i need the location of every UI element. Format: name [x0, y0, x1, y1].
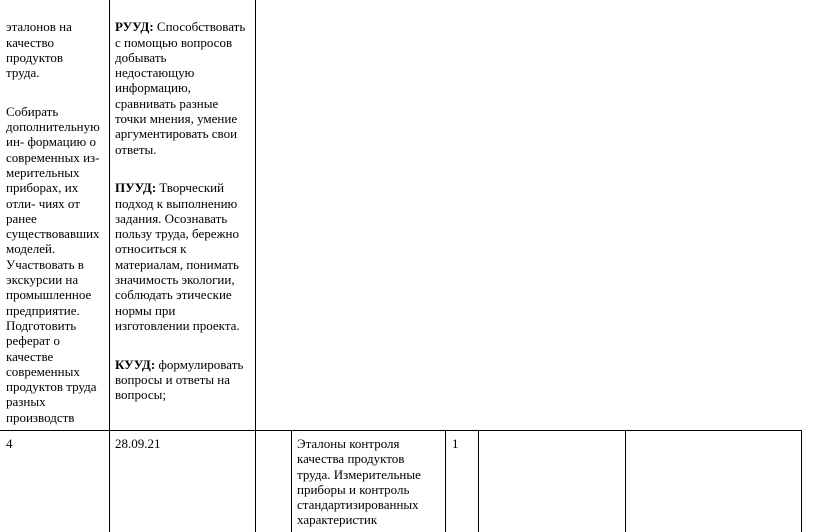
puud-paragraph — [115, 180, 255, 333]
ruud-paragraph — [115, 19, 255, 157]
lesson-number: 4 — [6, 436, 13, 451]
col2-right-border — [255, 0, 256, 532]
ruud-label: РУУД: — [115, 19, 154, 35]
kuud-paragraph — [115, 357, 255, 403]
table-right-border — [801, 430, 802, 532]
goals-paragraph-1: эталонов на качество продуктов труда. — [6, 19, 72, 81]
col1-right-border — [109, 0, 110, 532]
col5-right-border — [478, 430, 479, 532]
goals-cell — [6, 4, 108, 440]
kuud-label: КУУД: — [115, 356, 156, 372]
ruud-text: Способствовать с помощью вопросов добывать недостающую информацию, сравнивать разные точки мнения, умение аргументировать свои ответы. — [115, 19, 246, 157]
lesson-date: 28.09.21 — [115, 436, 161, 451]
lesson-hours: 1 — [452, 436, 459, 451]
col3-right-border — [291, 430, 292, 532]
puud-text: Творческий подход к выполнению задания. Осознавать пользу труда, бережно относиться к материалам, понимать значимость экологии, соблюдать этические нормы при изготовлении проекта. — [115, 180, 240, 333]
uud-cell — [115, 4, 255, 418]
kuud-text: формулировать вопросы и ответы на вопросы; — [115, 356, 244, 403]
col4-right-border — [445, 430, 446, 532]
col6-right-border — [625, 430, 626, 532]
puud-label: ПУУД: — [115, 180, 157, 196]
row-divider-line — [0, 430, 802, 431]
lesson-topic: Эталоны контроля качества продуктов труда. Измерительные приборы и контроль стандартизированных характеристик — [297, 436, 421, 528]
goals-paragraph-2: Собирать дополнительную ин- формацию о современных из- мерительных приборах, их отли- чиях от ранее существовавших моделей. Участвовать в экскурсии на промышленное предприятие. Подготовить реферат о качестве современных продуктов труда разных производств — [6, 103, 100, 425]
